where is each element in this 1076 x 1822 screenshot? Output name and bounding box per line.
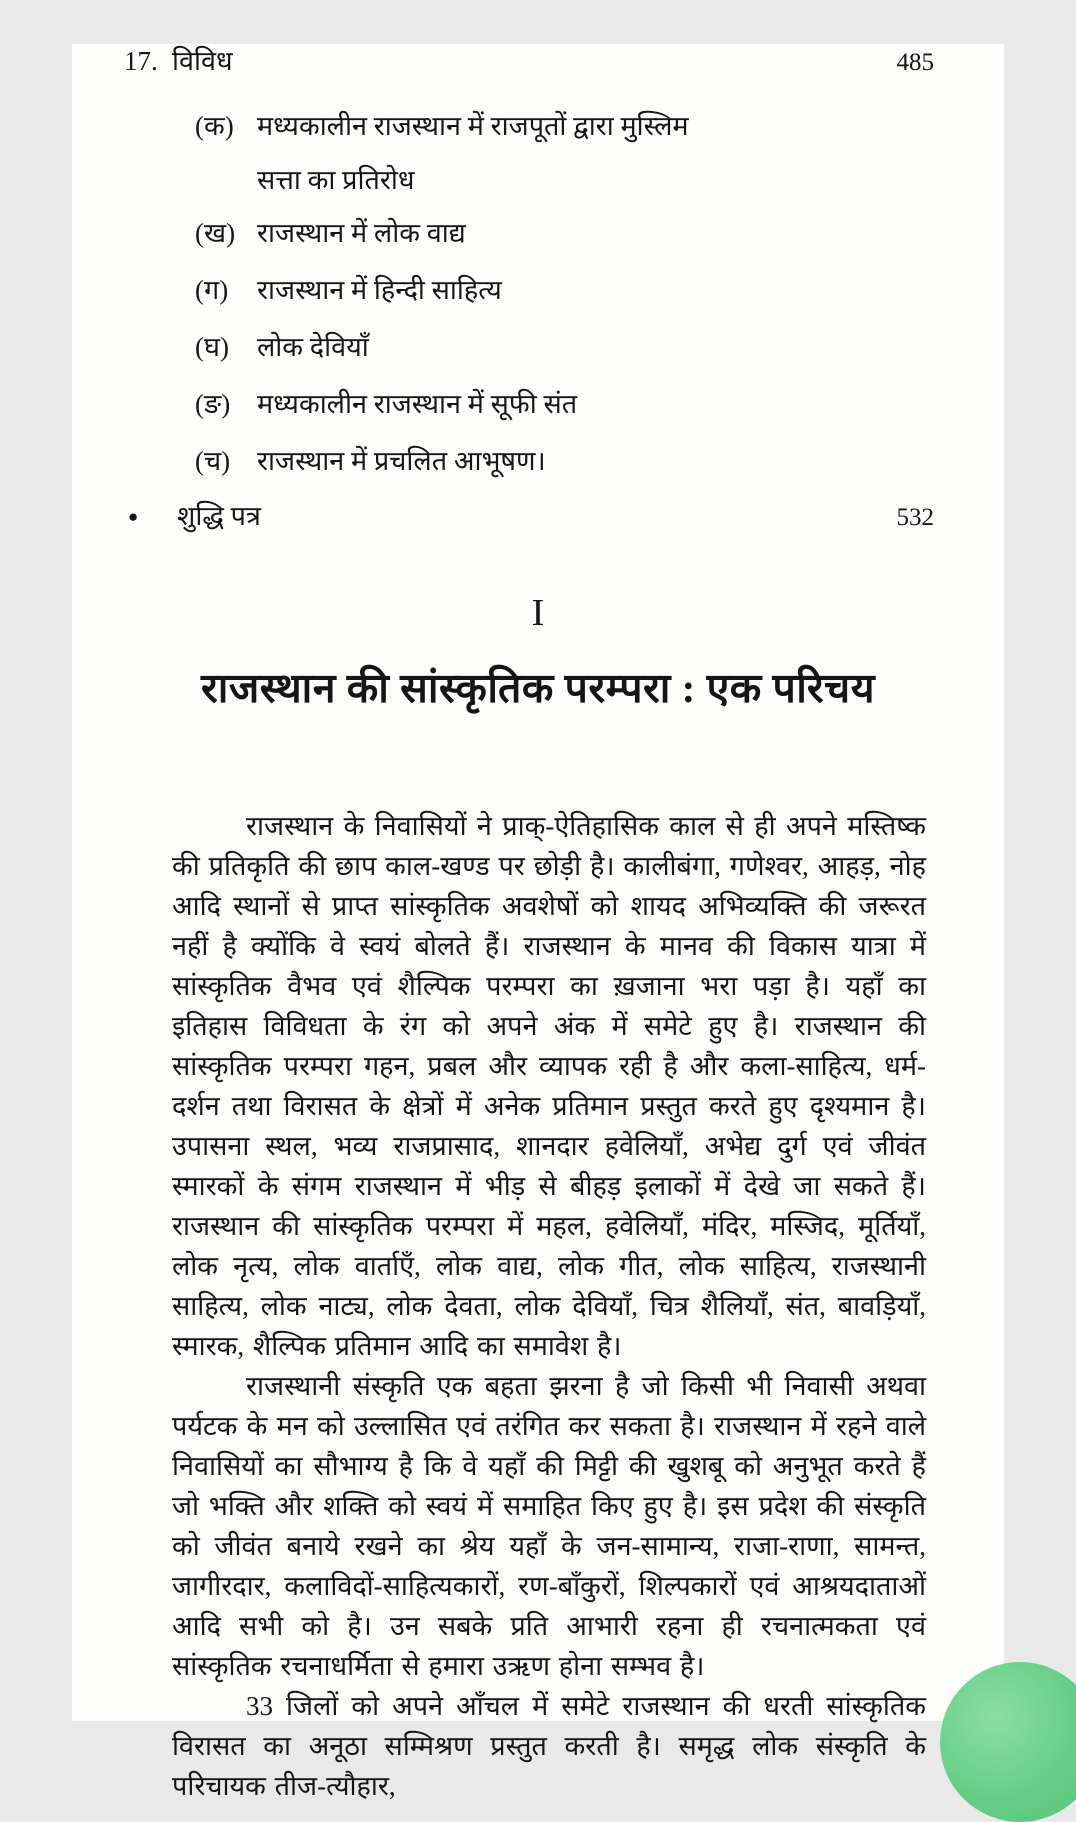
toc-item-label: (ग) <box>195 275 229 305</box>
toc-item <box>195 319 934 376</box>
paragraph: राजस्थान के निवासियों ने प्राक्-ऐतिहासिक काल से ही अपने मस्तिष्क की प्रतिकृति की छाप काल-खण्ड पर छोड़ी है। कालीबंगा, गणेश्वर, आहड़, नोह आदि स्थानों से प्राप्त सांस्कृतिक अवशेषों को शायद अभिव्यक्ति की जरूरत नहीं है क्योंकि वे स्वयं बोलते हैं। राजस्थान के मानव की विकास यात्रा में सांस्कृतिक वैभव एवं शैल्पिक परम्परा का ख़जाना भरा पड़ा है। यहाँ का इतिहास विविधता के रंग को अपने अंक में समेटे हुए है। राजस्थान की सांस्कृतिक परम्परा गहन, प्रबल और व्यापक रही है और कला-साहित्य, धर्म-दर्शन तथा विरासत के क्षेत्रों में अनेक प्रतिमान प्रस्तुत करते हुए दृश्यमान है। उपासना स्थल, भव्य राजप्रासाद, शानदार हवेलियाँ, अभेद्य दुर्ग एवं जीवंत स्मारकों के संगम राजस्थान में भीड़ से बीहड़ इलाकों में देखे जा सकते हैं। राजस्थान की सांस्कृतिक परम्परा में महल, हवेलियाँ, मंदिर, मस्जिद, मूर्तियाँ, लोक नृत्य, लोक वार्ताएँ, लोक वाद्य, लोक गीत, लोक साहित्य, राजस्थानी साहित्य, लोक नाट्य, लोक देवता, लोक देवियाँ, चित्र शैलियाँ, संत, बावड़ियाँ, स्मारक, शैल्पिक प्रतिमान आदि का समावेश है। <box>172 811 926 1361</box>
toc-item-list <box>195 98 934 490</box>
erratum-page-number: 532 <box>896 504 934 531</box>
toc-item <box>195 205 934 262</box>
toc-item <box>195 262 934 319</box>
toc-item-text-line2: सत्ता का प्रतिरोध <box>257 165 415 195</box>
paragraph: राजस्थानी संस्कृति एक बहता झरना है जो किसी भी निवासी अथवा पर्यटक के मन को उल्लासित एवं तरंगित कर सकता है। राजस्थान में रहने वाले निवासियों का सौभाग्य है कि वे यहाँ की मिट्टी की खुशबू को अनुभूत करते हैं जो भक्ति और शक्ति को स्वयं में समाहित किए हुए है। इस प्रदेश की संस्कृति को जीवंत बनाये रखने का श्रेय यहाँ के जन-सामान्य, राजा-राणा, सामन्त, जागीरदार, कलाविदों-साहित्यकारों, रण-बाँकुरों, शिल्पकारों एवं आश्रयदाताओं आदि सभी को है। उन सबके प्रति आभारी रहना ही रचनात्मकता एवं सांस्कृतिक रचनाधर्मिता से हमारा उऋण होना सम्भव है। <box>172 1371 926 1681</box>
bullet-icon: ● <box>128 507 139 526</box>
book-page <box>72 44 1004 1801</box>
erratum-label: शुद्धि पत्र <box>177 501 261 531</box>
toc-erratum-row <box>128 496 934 540</box>
toc-item-label: (क) <box>195 111 234 141</box>
toc-item-text <box>257 98 934 205</box>
section-numeral: I <box>531 592 545 634</box>
toc-item-label: (घ) <box>195 332 229 362</box>
article-body <box>172 806 926 1806</box>
toc-item-text: लोक देवियाँ <box>257 332 369 362</box>
toc-item-text: राजस्थान में प्रचलित आभूषण। <box>257 446 546 476</box>
chapter-page-number: 485 <box>896 49 934 76</box>
article-title: राजस्थान की सांस्कृतिक परम्परा : एक परिचय <box>201 665 875 711</box>
toc-item <box>195 433 934 490</box>
toc-item-label: (ख) <box>195 218 236 248</box>
toc-item-text-line1: मध्यकालीन राजस्थान में राजपूतों द्वारा मुस्लिम <box>257 111 689 141</box>
toc-item-text: राजस्थान में हिन्दी साहित्य <box>257 275 502 305</box>
chapter-number: 17. <box>124 46 158 76</box>
paragraph: 33 जिलों को अपने आँचल में समेटे राजस्थान की धरती सांस्कृतिक विरासत का अनूठा सम्मिश्रण प्रस्तुत करती है। समृद्ध लोक संस्कृति के परिचायक तीज-त्यौहार, <box>172 1691 926 1801</box>
toc-item-label: (ङ) <box>195 389 231 419</box>
toc-item-text: राजस्थान में लोक वाद्य <box>257 218 466 248</box>
toc-chapter-row <box>124 44 934 80</box>
toc-item-text: मध्यकालीन राजस्थान में सूफी संत <box>257 389 578 419</box>
page-curl-button[interactable] <box>940 1662 1076 1822</box>
toc-item <box>195 98 934 205</box>
toc-item <box>195 376 934 433</box>
chapter-title: विविध <box>172 46 233 76</box>
toc-item-label: (च) <box>195 446 231 476</box>
